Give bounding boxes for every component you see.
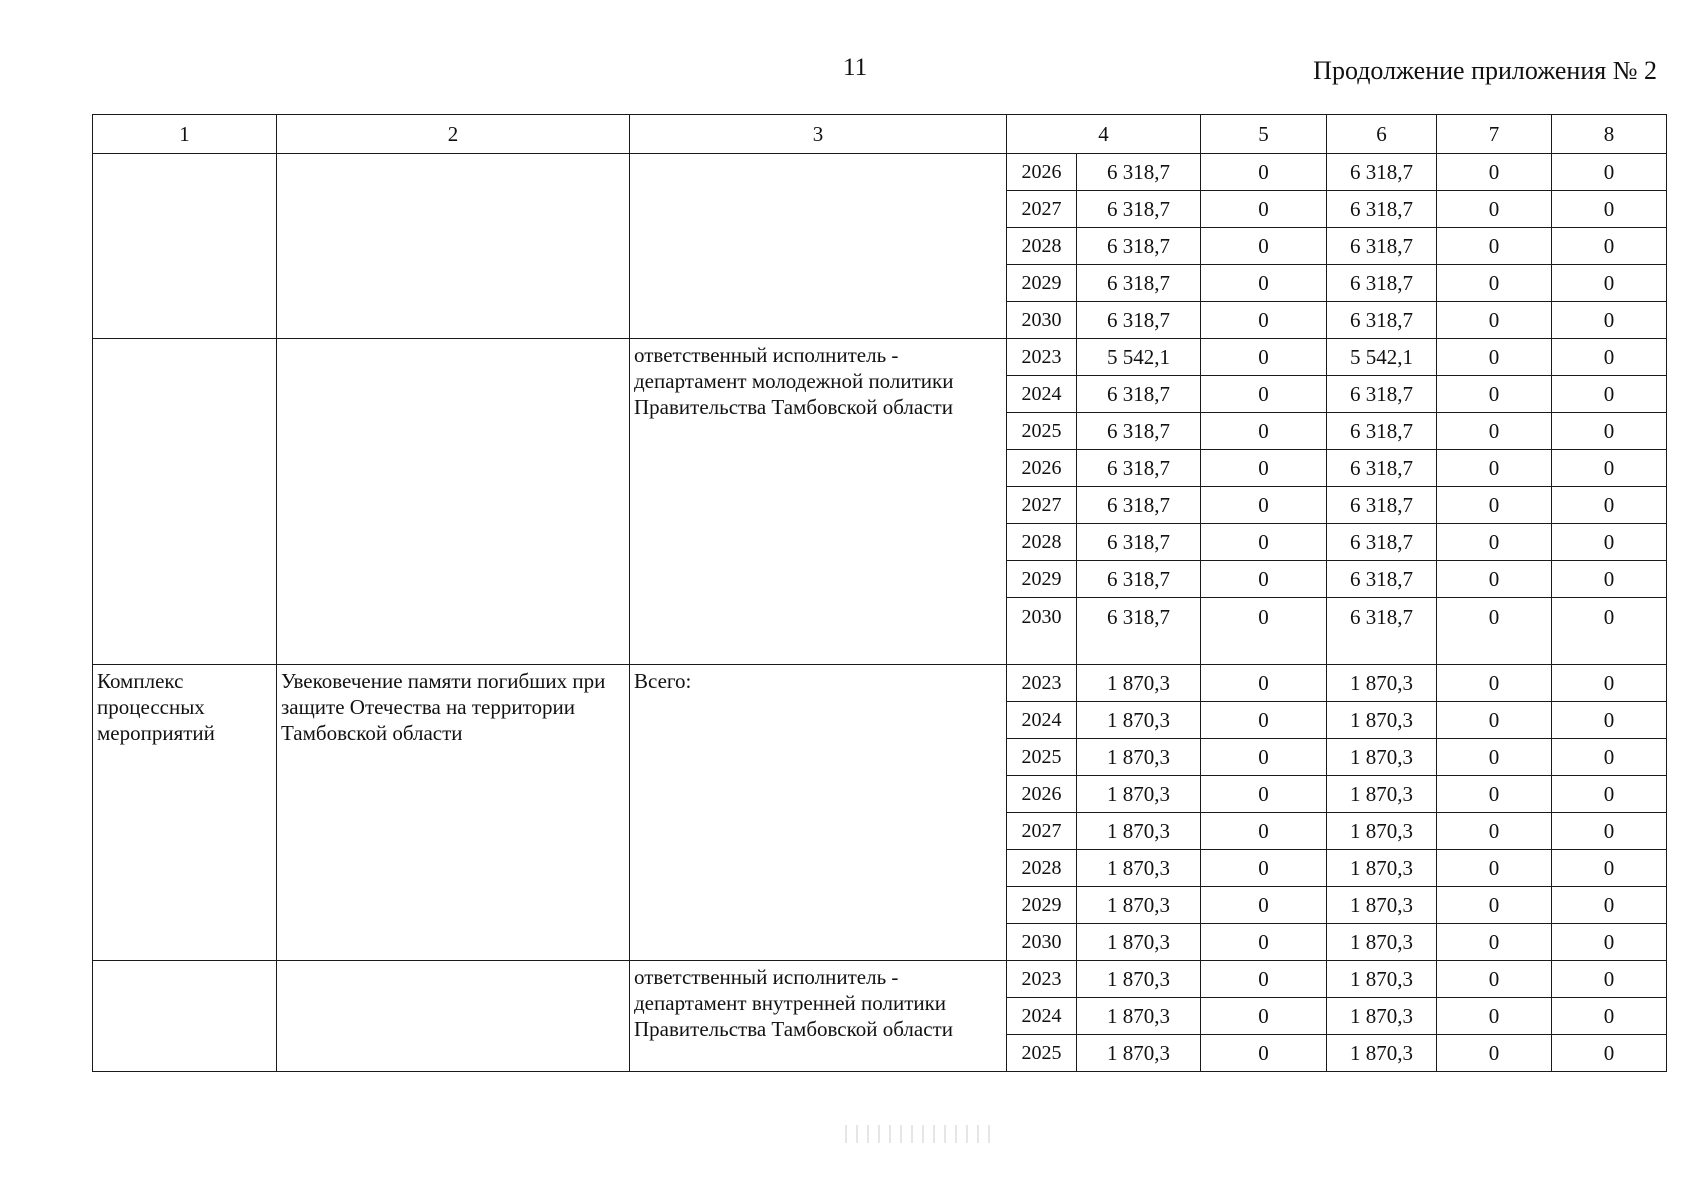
- total-cell: 6 318,7: [1077, 191, 1201, 228]
- other-sources-cell: 0: [1552, 961, 1667, 998]
- local-budget-cell: 0: [1437, 191, 1552, 228]
- local-budget-cell: 0: [1437, 154, 1552, 191]
- local-budget-cell: 0: [1437, 487, 1552, 524]
- total-cell: 6 318,7: [1077, 376, 1201, 413]
- column-number-cell: 5: [1201, 115, 1327, 154]
- total-cell: 1 870,3: [1077, 813, 1201, 850]
- year-cell: 2027: [1007, 487, 1077, 524]
- year-cell: 2024: [1007, 376, 1077, 413]
- measure-type-cell: [93, 961, 277, 1072]
- federal-budget-cell: 0: [1201, 850, 1327, 887]
- table-row: [93, 961, 1667, 998]
- other-sources-cell: 0: [1552, 850, 1667, 887]
- total-cell: 1 870,3: [1077, 739, 1201, 776]
- total-cell: 6 318,7: [1077, 228, 1201, 265]
- other-sources-cell: 0: [1552, 154, 1667, 191]
- local-budget-cell: 0: [1437, 924, 1552, 961]
- total-cell: 1 870,3: [1077, 961, 1201, 998]
- other-sources-cell: 0: [1552, 191, 1667, 228]
- local-budget-cell: 0: [1437, 561, 1552, 598]
- federal-budget-cell: 0: [1201, 665, 1327, 702]
- federal-budget-cell: 0: [1201, 598, 1327, 665]
- measure-name-cell: Увековечение памяти погибших при защите Отечества на территории Тамбовской области: [277, 665, 630, 961]
- federal-budget-cell: 0: [1201, 487, 1327, 524]
- table-row: [93, 154, 1667, 191]
- measure-type-cell: Комплекс процессных мероприятий: [93, 665, 277, 961]
- other-sources-cell: 0: [1552, 302, 1667, 339]
- year-cell: 2030: [1007, 302, 1077, 339]
- total-cell: 6 318,7: [1077, 302, 1201, 339]
- local-budget-cell: 0: [1437, 998, 1552, 1035]
- total-cell: 1 870,3: [1077, 776, 1201, 813]
- year-cell: 2024: [1007, 998, 1077, 1035]
- federal-budget-cell: 0: [1201, 998, 1327, 1035]
- federal-budget-cell: 0: [1201, 813, 1327, 850]
- federal-budget-cell: 0: [1201, 376, 1327, 413]
- total-cell: 1 870,3: [1077, 665, 1201, 702]
- total-cell: 1 870,3: [1077, 850, 1201, 887]
- total-cell: 6 318,7: [1077, 154, 1201, 191]
- regional-budget-cell: 1 870,3: [1327, 776, 1437, 813]
- other-sources-cell: 0: [1552, 702, 1667, 739]
- regional-budget-cell: 1 870,3: [1327, 813, 1437, 850]
- regional-budget-cell: 6 318,7: [1327, 228, 1437, 265]
- regional-budget-cell: 6 318,7: [1327, 191, 1437, 228]
- other-sources-cell: 0: [1552, 487, 1667, 524]
- total-cell: 1 870,3: [1077, 887, 1201, 924]
- year-cell: 2023: [1007, 665, 1077, 702]
- local-budget-cell: 0: [1437, 776, 1552, 813]
- budget-table: [92, 114, 1667, 1072]
- year-cell: 2030: [1007, 598, 1077, 665]
- other-sources-cell: 0: [1552, 339, 1667, 376]
- executor-cell: ответственный исполнитель - департамент внутренней политики Правительства Тамбовской области: [630, 961, 1007, 1072]
- regional-budget-cell: 6 318,7: [1327, 413, 1437, 450]
- federal-budget-cell: 0: [1201, 450, 1327, 487]
- year-cell: 2028: [1007, 850, 1077, 887]
- regional-budget-cell: 1 870,3: [1327, 850, 1437, 887]
- year-cell: 2025: [1007, 1035, 1077, 1072]
- total-cell: 1 870,3: [1077, 998, 1201, 1035]
- local-budget-cell: 0: [1437, 813, 1552, 850]
- measure-name-cell: [277, 154, 630, 339]
- other-sources-cell: 0: [1552, 450, 1667, 487]
- table-row: [93, 665, 1667, 702]
- regional-budget-cell: 6 318,7: [1327, 450, 1437, 487]
- local-budget-cell: 0: [1437, 339, 1552, 376]
- local-budget-cell: 0: [1437, 887, 1552, 924]
- regional-budget-cell: 1 870,3: [1327, 739, 1437, 776]
- appendix-caption: Продолжение приложения № 2: [1313, 56, 1657, 85]
- other-sources-cell: 0: [1552, 665, 1667, 702]
- total-cell: 6 318,7: [1077, 450, 1201, 487]
- year-cell: 2029: [1007, 887, 1077, 924]
- total-cell: 6 318,7: [1077, 487, 1201, 524]
- local-budget-cell: 0: [1437, 1035, 1552, 1072]
- federal-budget-cell: 0: [1201, 228, 1327, 265]
- federal-budget-cell: 0: [1201, 265, 1327, 302]
- federal-budget-cell: 0: [1201, 413, 1327, 450]
- regional-budget-cell: 1 870,3: [1327, 1035, 1437, 1072]
- total-cell: 1 870,3: [1077, 1035, 1201, 1072]
- total-cell: 5 542,1: [1077, 339, 1201, 376]
- year-cell: 2028: [1007, 228, 1077, 265]
- measure-type-cell: [93, 339, 277, 665]
- year-cell: 2025: [1007, 739, 1077, 776]
- other-sources-cell: 0: [1552, 924, 1667, 961]
- page-number: 11: [843, 54, 868, 81]
- local-budget-cell: 0: [1437, 228, 1552, 265]
- scan-artifact: [845, 1125, 995, 1143]
- local-budget-cell: 0: [1437, 598, 1552, 665]
- year-cell: 2026: [1007, 776, 1077, 813]
- year-cell: 2028: [1007, 524, 1077, 561]
- year-cell: 2030: [1007, 924, 1077, 961]
- table-body: [93, 154, 1667, 1072]
- year-cell: 2024: [1007, 702, 1077, 739]
- local-budget-cell: 0: [1437, 302, 1552, 339]
- other-sources-cell: 0: [1552, 376, 1667, 413]
- year-cell: 2023: [1007, 961, 1077, 998]
- other-sources-cell: 0: [1552, 524, 1667, 561]
- column-number-cell: 8: [1552, 115, 1667, 154]
- other-sources-cell: 0: [1552, 598, 1667, 665]
- regional-budget-cell: 1 870,3: [1327, 924, 1437, 961]
- regional-budget-cell: 6 318,7: [1327, 154, 1437, 191]
- local-budget-cell: 0: [1437, 850, 1552, 887]
- local-budget-cell: 0: [1437, 961, 1552, 998]
- federal-budget-cell: 0: [1201, 739, 1327, 776]
- other-sources-cell: 0: [1552, 413, 1667, 450]
- federal-budget-cell: 0: [1201, 961, 1327, 998]
- other-sources-cell: 0: [1552, 265, 1667, 302]
- regional-budget-cell: 1 870,3: [1327, 887, 1437, 924]
- other-sources-cell: 0: [1552, 1035, 1667, 1072]
- column-number-cell: 2: [277, 115, 630, 154]
- column-number-cell: 6: [1327, 115, 1437, 154]
- column-number-row: [93, 115, 1667, 154]
- executor-cell: [630, 154, 1007, 339]
- column-number-cell: 3: [630, 115, 1007, 154]
- total-cell: 1 870,3: [1077, 702, 1201, 739]
- federal-budget-cell: 0: [1201, 339, 1327, 376]
- total-cell: 6 318,7: [1077, 524, 1201, 561]
- year-cell: 2023: [1007, 339, 1077, 376]
- year-cell: 2025: [1007, 413, 1077, 450]
- regional-budget-cell: 6 318,7: [1327, 598, 1437, 665]
- other-sources-cell: 0: [1552, 776, 1667, 813]
- total-cell: 6 318,7: [1077, 598, 1201, 665]
- year-cell: 2026: [1007, 154, 1077, 191]
- column-number-cell: 7: [1437, 115, 1552, 154]
- regional-budget-cell: 6 318,7: [1327, 561, 1437, 598]
- regional-budget-cell: 1 870,3: [1327, 998, 1437, 1035]
- regional-budget-cell: 5 542,1: [1327, 339, 1437, 376]
- regional-budget-cell: 6 318,7: [1327, 302, 1437, 339]
- federal-budget-cell: 0: [1201, 1035, 1327, 1072]
- federal-budget-cell: 0: [1201, 524, 1327, 561]
- regional-budget-cell: 6 318,7: [1327, 487, 1437, 524]
- executor-cell: Всего:: [630, 665, 1007, 961]
- year-cell: 2029: [1007, 561, 1077, 598]
- regional-budget-cell: 6 318,7: [1327, 376, 1437, 413]
- federal-budget-cell: 0: [1201, 924, 1327, 961]
- year-cell: 2026: [1007, 450, 1077, 487]
- column-number-cell: 1: [93, 115, 277, 154]
- local-budget-cell: 0: [1437, 450, 1552, 487]
- local-budget-cell: 0: [1437, 665, 1552, 702]
- other-sources-cell: 0: [1552, 813, 1667, 850]
- federal-budget-cell: 0: [1201, 154, 1327, 191]
- federal-budget-cell: 0: [1201, 702, 1327, 739]
- regional-budget-cell: 6 318,7: [1327, 265, 1437, 302]
- federal-budget-cell: 0: [1201, 302, 1327, 339]
- other-sources-cell: 0: [1552, 887, 1667, 924]
- year-cell: 2027: [1007, 813, 1077, 850]
- local-budget-cell: 0: [1437, 265, 1552, 302]
- table-row: [93, 339, 1667, 376]
- other-sources-cell: 0: [1552, 739, 1667, 776]
- measure-name-cell: [277, 961, 630, 1072]
- regional-budget-cell: 1 870,3: [1327, 665, 1437, 702]
- total-cell: 6 318,7: [1077, 265, 1201, 302]
- local-budget-cell: 0: [1437, 739, 1552, 776]
- local-budget-cell: 0: [1437, 413, 1552, 450]
- federal-budget-cell: 0: [1201, 887, 1327, 924]
- column-number-cell: 4: [1007, 115, 1201, 154]
- other-sources-cell: 0: [1552, 998, 1667, 1035]
- local-budget-cell: 0: [1437, 524, 1552, 561]
- regional-budget-cell: 1 870,3: [1327, 702, 1437, 739]
- local-budget-cell: 0: [1437, 702, 1552, 739]
- federal-budget-cell: 0: [1201, 191, 1327, 228]
- other-sources-cell: 0: [1552, 228, 1667, 265]
- local-budget-cell: 0: [1437, 376, 1552, 413]
- measure-name-cell: [277, 339, 630, 665]
- year-cell: 2027: [1007, 191, 1077, 228]
- other-sources-cell: 0: [1552, 561, 1667, 598]
- regional-budget-cell: 6 318,7: [1327, 524, 1437, 561]
- executor-cell: ответственный исполнитель - департамент молодежной политики Правительства Тамбовской области: [630, 339, 1007, 665]
- total-cell: 6 318,7: [1077, 561, 1201, 598]
- federal-budget-cell: 0: [1201, 776, 1327, 813]
- total-cell: 1 870,3: [1077, 924, 1201, 961]
- total-cell: 6 318,7: [1077, 413, 1201, 450]
- federal-budget-cell: 0: [1201, 561, 1327, 598]
- regional-budget-cell: 1 870,3: [1327, 961, 1437, 998]
- year-cell: 2029: [1007, 265, 1077, 302]
- measure-type-cell: [93, 154, 277, 339]
